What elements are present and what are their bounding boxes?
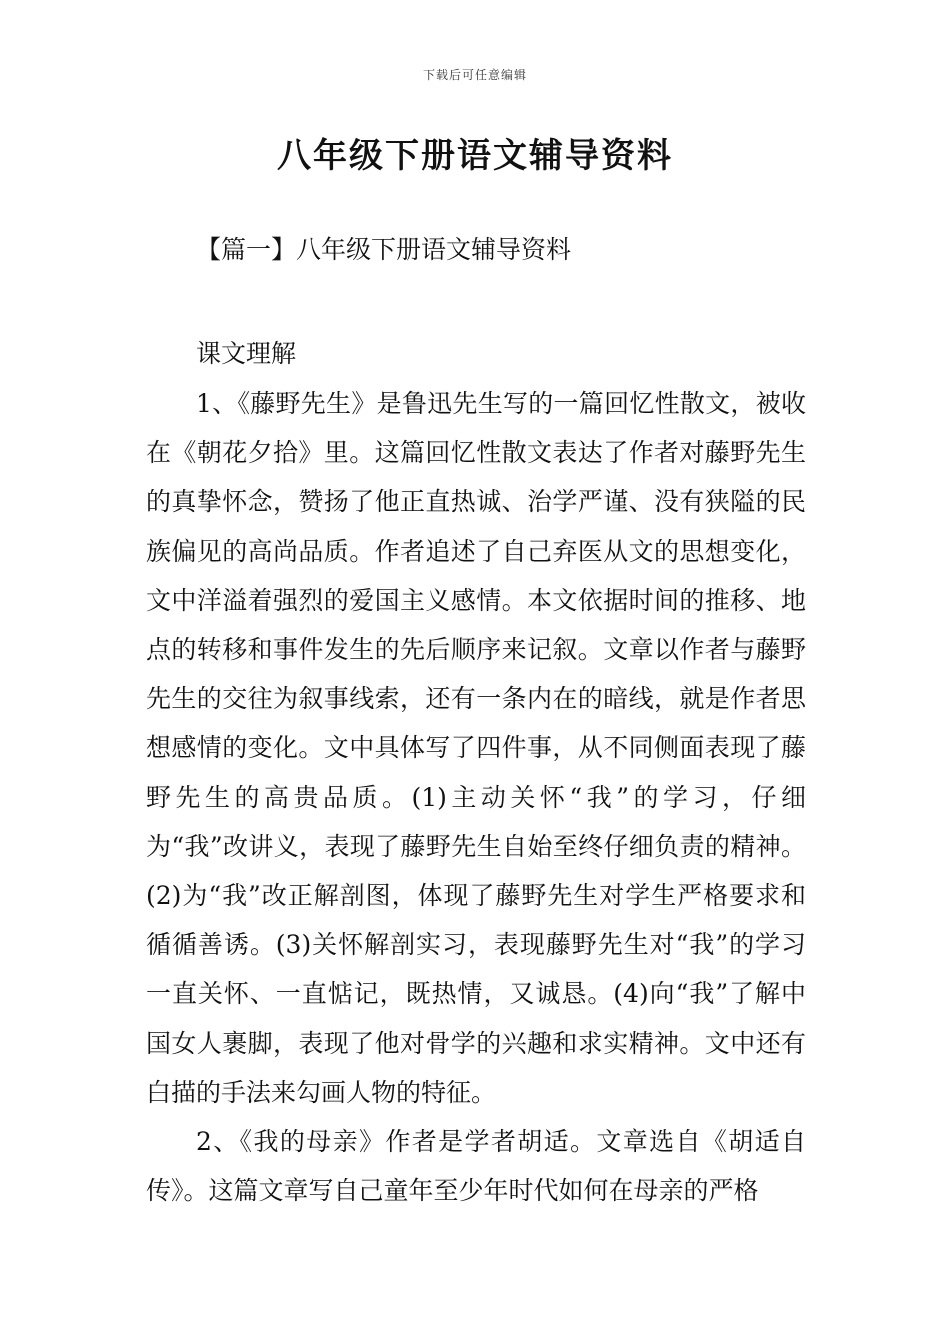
- document-title: 八年级下册语文辅导资料: [277, 136, 673, 176]
- paragraph-2: 2、《我的母亲》作者是学者胡适。文章选自《胡适自传》。这篇文章写自己童年至少年时代如何在母亲的严格: [146, 1127, 806, 1206]
- subheading: 课文理解: [196, 339, 297, 368]
- header-note: 下载后可任意编辑: [422, 68, 527, 82]
- section-heading: 【篇一】八年级下册语文辅导资料: [196, 235, 572, 264]
- body-text: [146, 379, 806, 1215]
- paragraph-1: 1、《藤野先生》是鲁迅先生写的一篇回忆性散文，被收在《朝花夕拾》里。这篇回忆性散文表达了作者对藤野先生的真挚怀念，赞扬了他正直热诚、治学严谨、没有狭隘的民族偏见的高尚品质。作者追述了自己弃医从文的思想变化，文中洋溢着强烈的爱国主义感情。本文依据时间的推移、地点的转移和事件发生的先后顺序来记叙。文章以作者与藤野先生的交往为叙事线索，还有一条内在的暗线，就是作者思想感情的变化。文中具体写了四件事，从不同侧面表现了藤野先生的高贵品质。(1)主动关怀“我”的学习，仔细为“我”改讲义，表现了藤野先生自始至终仔细负责的精神。(2)为“我”改正解剖图，体现了藤野先生对学生严格要求和循循善诱。(3)关怀解剖实习，表现藤野先生对“我”的学习一直关怀、一直惦记，既热情，又诚恳。(4)向“我”了解中国女人裹脚，表现了他对骨学的兴趣和求实精神。文中还有白描的手法来勾画人物的特征。: [146, 389, 806, 1107]
